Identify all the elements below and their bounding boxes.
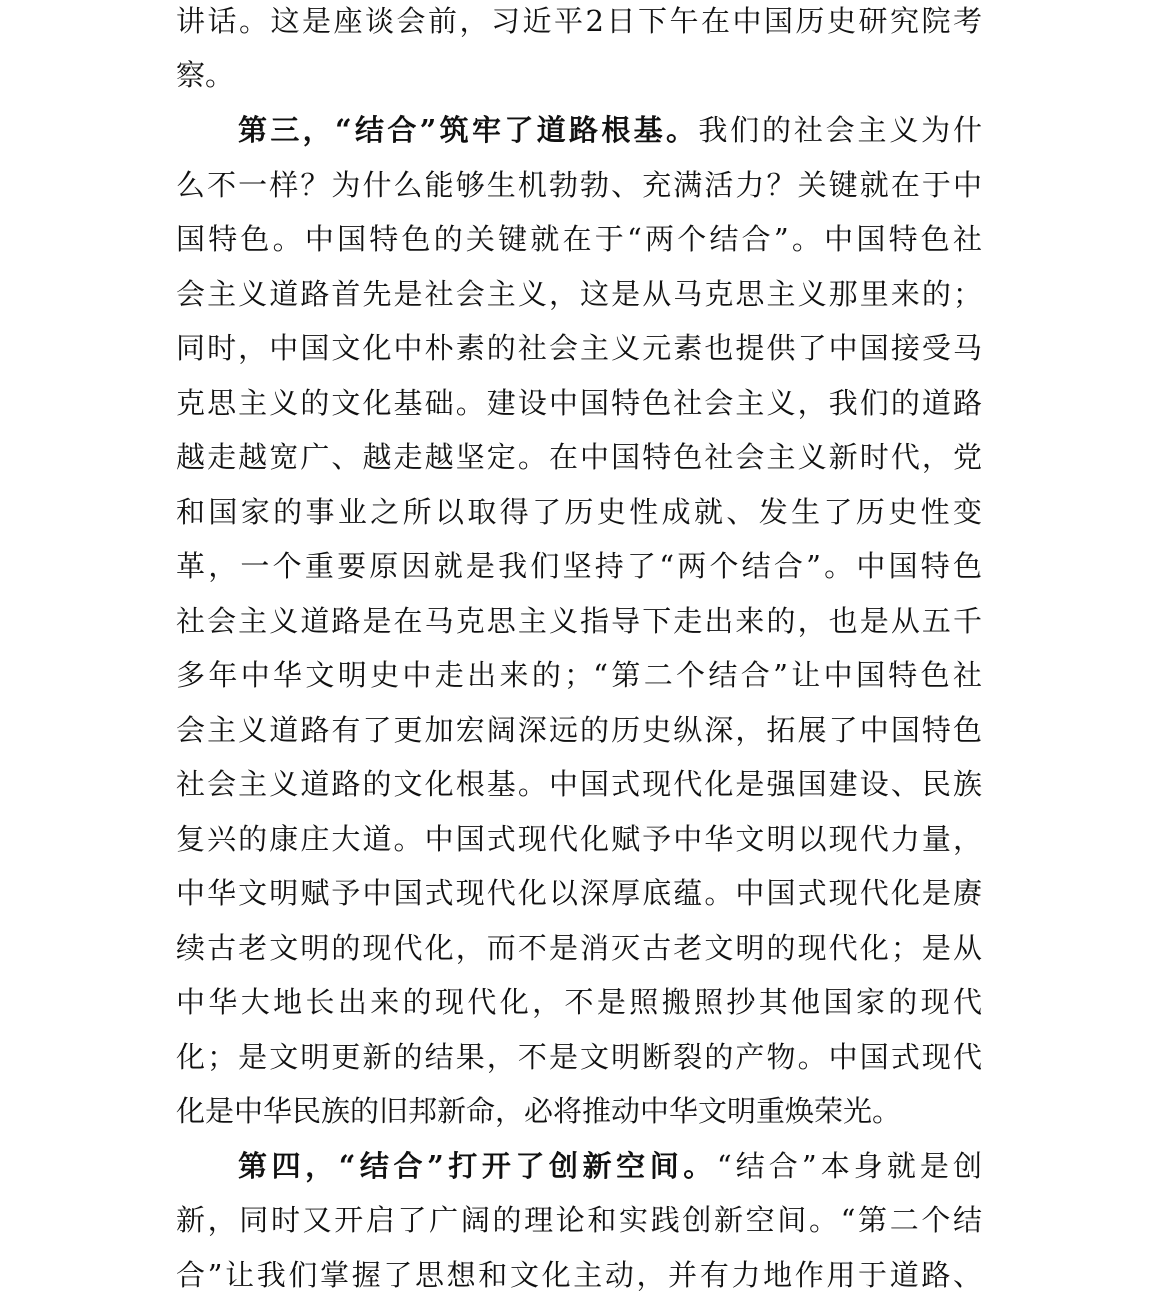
text-line: 中华文明赋予中国式现代化以深厚底蕴。中国式现代化是赓 xyxy=(176,876,982,910)
text-line: 讲话。这是座谈会前，习近平2日下午在中国历史研究院考 xyxy=(176,4,982,38)
text-line: 社会主义道路是在马克思主义指导下走出来的，也是从五千 xyxy=(176,604,982,638)
paragraph-first-line xyxy=(176,103,982,157)
text-line: 社会主义道路的文化根基。中国式现代化是强国建设、民族 xyxy=(176,767,982,801)
text-line: 多年中华文明史中走出来的；“第二个结合”让中国特色社 xyxy=(176,658,982,692)
text-line: 国特色。中国特色的关键就在于“两个结合”。中国特色社 xyxy=(176,222,982,256)
text-line: 新，同时又开启了广阔的理论和实践创新空间。“第二个结 xyxy=(176,1203,982,1237)
text-line: 和国家的事业之所以取得了历史性成就、发生了历史性变 xyxy=(176,495,982,529)
text-line: 革，一个重要原因就是我们坚持了“两个结合”。中国特色 xyxy=(176,549,982,583)
section-heading: 第四，“结合”打开了创新空间。 xyxy=(238,1149,717,1183)
text-line: 复兴的康庄大道。中国式现代化赋予中华文明以现代力量， xyxy=(176,822,982,856)
text-line: 化是中华民族的旧邦新命，必将推动中华文明重焕荣光。 xyxy=(176,1094,902,1128)
text-line: 合”让我们掌握了思想和文化主动，并有力地作用于道路、 xyxy=(176,1258,982,1292)
text-line: 会主义道路有了更加宏阔深远的历史纵深，拓展了中国特色 xyxy=(176,713,982,747)
text-line: 越走越宽广、越走越坚定。在中国特色社会主义新时代，党 xyxy=(176,440,982,474)
text-line: 察。 xyxy=(176,58,235,92)
paragraph-text: 我们的社会主义为什 xyxy=(698,113,982,147)
text-line: 化；是文明更新的结果，不是文明断裂的产物。中国式现代 xyxy=(176,1040,982,1074)
text-line: 中华大地长出来的现代化，不是照搬照抄其他国家的现代 xyxy=(176,985,982,1019)
text-line: 续古老文明的现代化，而不是消灭古老文明的现代化；是从 xyxy=(176,931,982,965)
section-heading: 第三，“结合”筑牢了道路根基。 xyxy=(238,113,699,147)
text-line: 会主义道路首先是社会主义，这是从马克思主义那里来的； xyxy=(176,277,982,311)
text-line: 克思主义的文化基础。建设中国特色社会主义，我们的道路 xyxy=(176,386,982,420)
text-line: 么不一样？为什么能够生机勃勃、充满活力？关键就在于中 xyxy=(176,168,982,202)
paragraph-first-line xyxy=(176,1139,982,1193)
paragraph-text: “结合”本身就是创 xyxy=(716,1149,982,1183)
text-line: 同时，中国文化中朴素的社会主义元素也提供了中国接受马 xyxy=(176,331,982,365)
